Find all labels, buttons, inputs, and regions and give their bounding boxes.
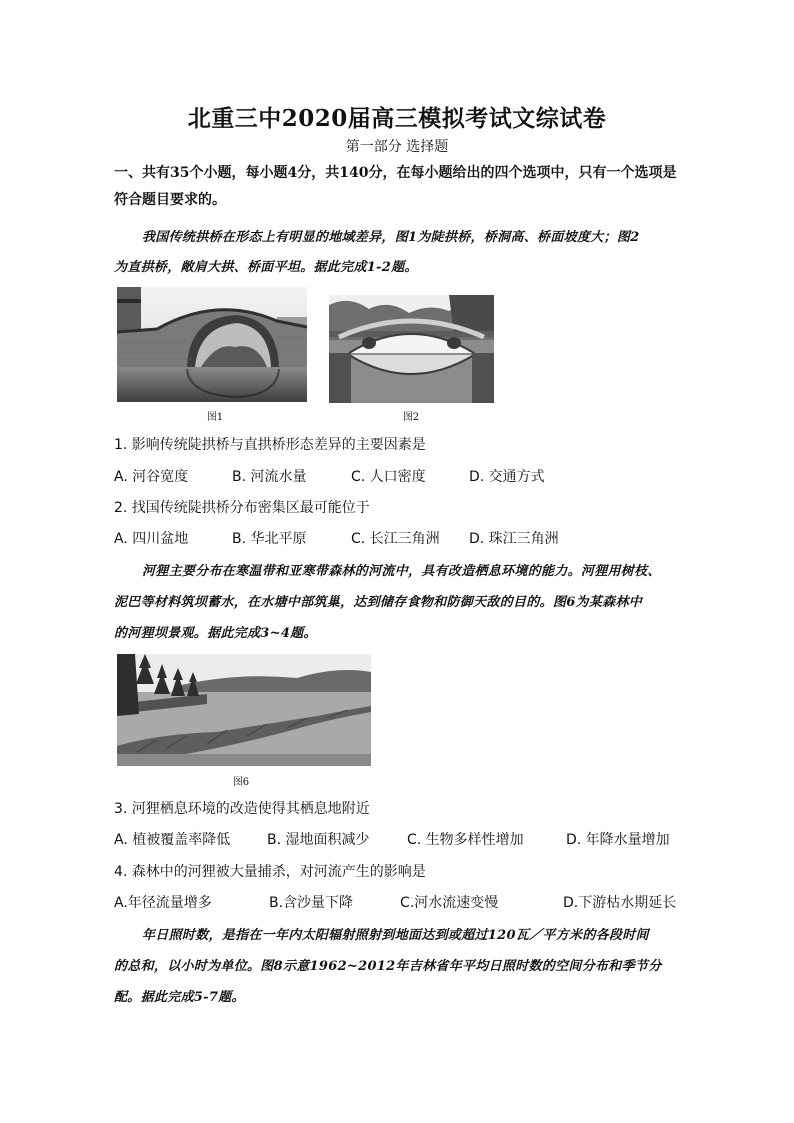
passage-3-line-3: 配。据此完成5-7题。 <box>114 990 245 1005</box>
figure-6-caption: 图6 <box>232 777 250 788</box>
passage-2-line-1: 河狸主要分布在寒温带和亚寒带森林的河流中，具有改造栖息环境的能力。河狸用树枝、 <box>142 564 661 579</box>
passage-1-line-2: 为直拱桥，敞肩大拱、桥面平坦。据此完成1-2题。 <box>114 260 418 275</box>
passage-2-line-2: 泥巴等材料筑坝蓄水，在水塘中部筑巢，达到储存食物和防御天敌的目的。图6为某森林中 <box>114 595 643 610</box>
question-3-option-b[interactable]: B. 湿地面积减少 <box>267 832 370 848</box>
exam-title: 北重三中2020届高三模拟考试文综试卷 <box>187 105 607 132</box>
question-3-option-d[interactable]: D. 年降水量增加 <box>566 832 670 848</box>
section-subtitle: 第一部分 选择题 <box>345 139 449 155</box>
question-3-option-a[interactable]: A. 植被覆盖率降低 <box>114 832 231 848</box>
figure-2-caption: 图2 <box>402 412 420 423</box>
question-4-option-d[interactable]: D.下游枯水期延长 <box>563 895 677 911</box>
figure-1-caption: 图1 <box>206 412 224 423</box>
figure-2-flat-arch-bridge <box>329 295 494 403</box>
figure-1-steep-arch-bridge <box>117 287 307 402</box>
question-1-option-c[interactable]: C. 人口密度 <box>351 469 426 485</box>
passage-3-line-1: 年日照时数，是指在一年内太阳辐射照射到地面达到或超过120瓦／平方米的各段时间 <box>142 928 649 943</box>
question-1-option-b[interactable]: B. 河流水量 <box>232 469 307 485</box>
question-3-stem: 3. 河狸栖息环境的改造使得其栖息地附近 <box>114 801 370 817</box>
instructions-line-2: 符合题目要求的。 <box>114 192 226 208</box>
question-4-option-c[interactable]: C.河水流速变慢 <box>400 895 499 911</box>
figure-6-beaver-dam <box>117 654 371 766</box>
passage-2-line-3: 的河狸坝景观。据此完成3~4题。 <box>114 626 317 641</box>
question-4-option-a[interactable]: A.年径流量增多 <box>114 895 212 911</box>
question-4-stem: 4. 森林中的河狸被大量捕杀，对河流产生的影响是 <box>114 864 426 880</box>
question-3-option-c[interactable]: C. 生物多样性增加 <box>407 832 524 848</box>
question-2-option-b[interactable]: B. 华北平原 <box>232 531 307 547</box>
question-1-option-a[interactable]: A. 河谷宽度 <box>114 469 189 485</box>
question-2-option-d[interactable]: D. 珠江三角洲 <box>469 531 559 547</box>
question-4-option-b[interactable]: B.含沙量下降 <box>269 895 354 911</box>
question-1-stem: 1. 影响传统陡拱桥与直拱桥形态差异的主要因素是 <box>114 437 426 453</box>
question-2-option-a[interactable]: A. 四川盆地 <box>114 531 189 547</box>
question-2-stem: 2. 找国传统陡拱桥分布密集区最可能位于 <box>114 500 370 516</box>
question-2-option-c[interactable]: C. 长江三角洲 <box>351 531 440 547</box>
passage-1-line-1: 我国传统拱桥在形态上有明显的地域差异，图1为陡拱桥，桥洞高、桥面坡度大；图2 <box>142 230 640 245</box>
passage-3-line-2: 的总和，以小时为单位。图8示意1962~2012年吉林省年平均日照时数的空间分布和季节分 <box>114 959 662 974</box>
instructions-line-1: 一、共有35个小题，每小题4分，共140分，在每小题给出的四个选项中，只有一个选项是 <box>114 165 677 181</box>
question-1-option-d[interactable]: D. 交通方式 <box>469 469 545 485</box>
